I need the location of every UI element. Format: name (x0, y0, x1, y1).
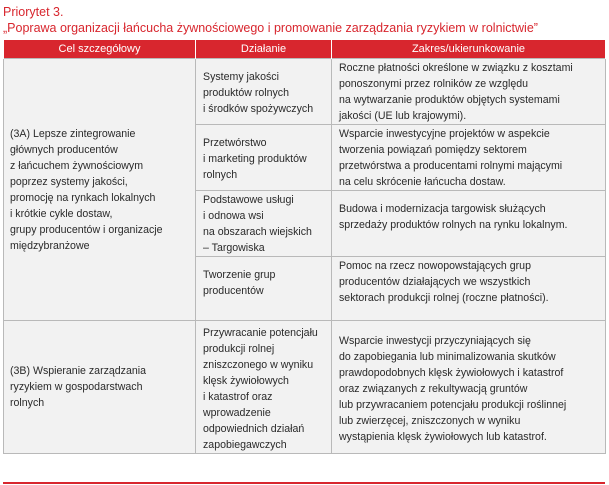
action-cell: Przetwórstwo i marketing produktów rolnych (196, 125, 332, 191)
column-header-scope: Zakres/ukierunkowanie (332, 40, 606, 59)
priority-label: Priorytet 3. (3, 5, 64, 19)
document-heading (3, 4, 607, 36)
goal-cell-3a: (3A) Lepsze zintegrowanie głównych producentów z łańcuchem żywnościowym poprzez systemy jakości, promocję na rynkach lokalnych i krótkie cykle dostaw, grupy producentów i organizacje międzybranżowe (4, 59, 196, 321)
table-bottom-rule (3, 482, 605, 484)
table-row (4, 59, 606, 125)
priority-title: „Poprawa organizacji łańcucha żywnościowego i promowanie zarządzania ryzykiem w rolnictwie” (3, 21, 538, 35)
action-cell: Systemy jakości produktów rolnych i środków spożywczych (196, 59, 332, 125)
priority-table (3, 40, 606, 454)
scope-cell: Pomoc na rzecz nowopowstających grup producentów działających we wszystkich sektorach produkcji rolnej (roczne płatności). (332, 257, 606, 321)
scope-cell: Wsparcie inwestycyjne projektów w aspekcie tworzenia powiązań pomiędzy sektorem przetwórstwa a producentami rolnymi mającymi na celu skrócenie łańcucha dostaw. (332, 125, 606, 191)
table-row (4, 321, 606, 454)
goal-cell-3b: (3B) Wspieranie zarządzania ryzykiem w gospodarstwach rolnych (4, 321, 196, 454)
action-cell: Podstawowe usługi i odnowa wsi na obszarach wiejskich – Targowiska (196, 191, 332, 257)
column-header-goal: Cel szczegółowy (4, 40, 196, 59)
action-cell: Przywracanie potencjału produkcji rolnej zniszczonego w wyniku klęsk żywiołowych i katastrof oraz wprowadzenie odpowiednich działań zapobiegawczych (196, 321, 332, 454)
action-cell: Tworzenie grup producentów (196, 257, 332, 321)
scope-cell: Budowa i modernizacja targowisk służących sprzedaży produktów rolnych na rynku lokalnym. (332, 191, 606, 257)
column-header-action: Działanie (196, 40, 332, 59)
table-header-row (4, 40, 606, 59)
scope-cell: Roczne płatności określone w związku z kosztami ponoszonymi przez rolników ze względu na wytwarzanie produktów objętych systemami jakości (UE lub krajowymi). (332, 59, 606, 125)
scope-cell: Wsparcie inwestycji przyczyniających się do zapobiegania lub minimalizowania skutków prawdopodobnych klęsk żywiołowych i katastrof oraz związanych z rekultywacją gruntów lub przywracaniem potencjału produkcji roślinnej lub zwierzęcej, zniszczonych w wyniku wystąpienia klęsk żywiołowych lub katastrof. (332, 321, 606, 454)
